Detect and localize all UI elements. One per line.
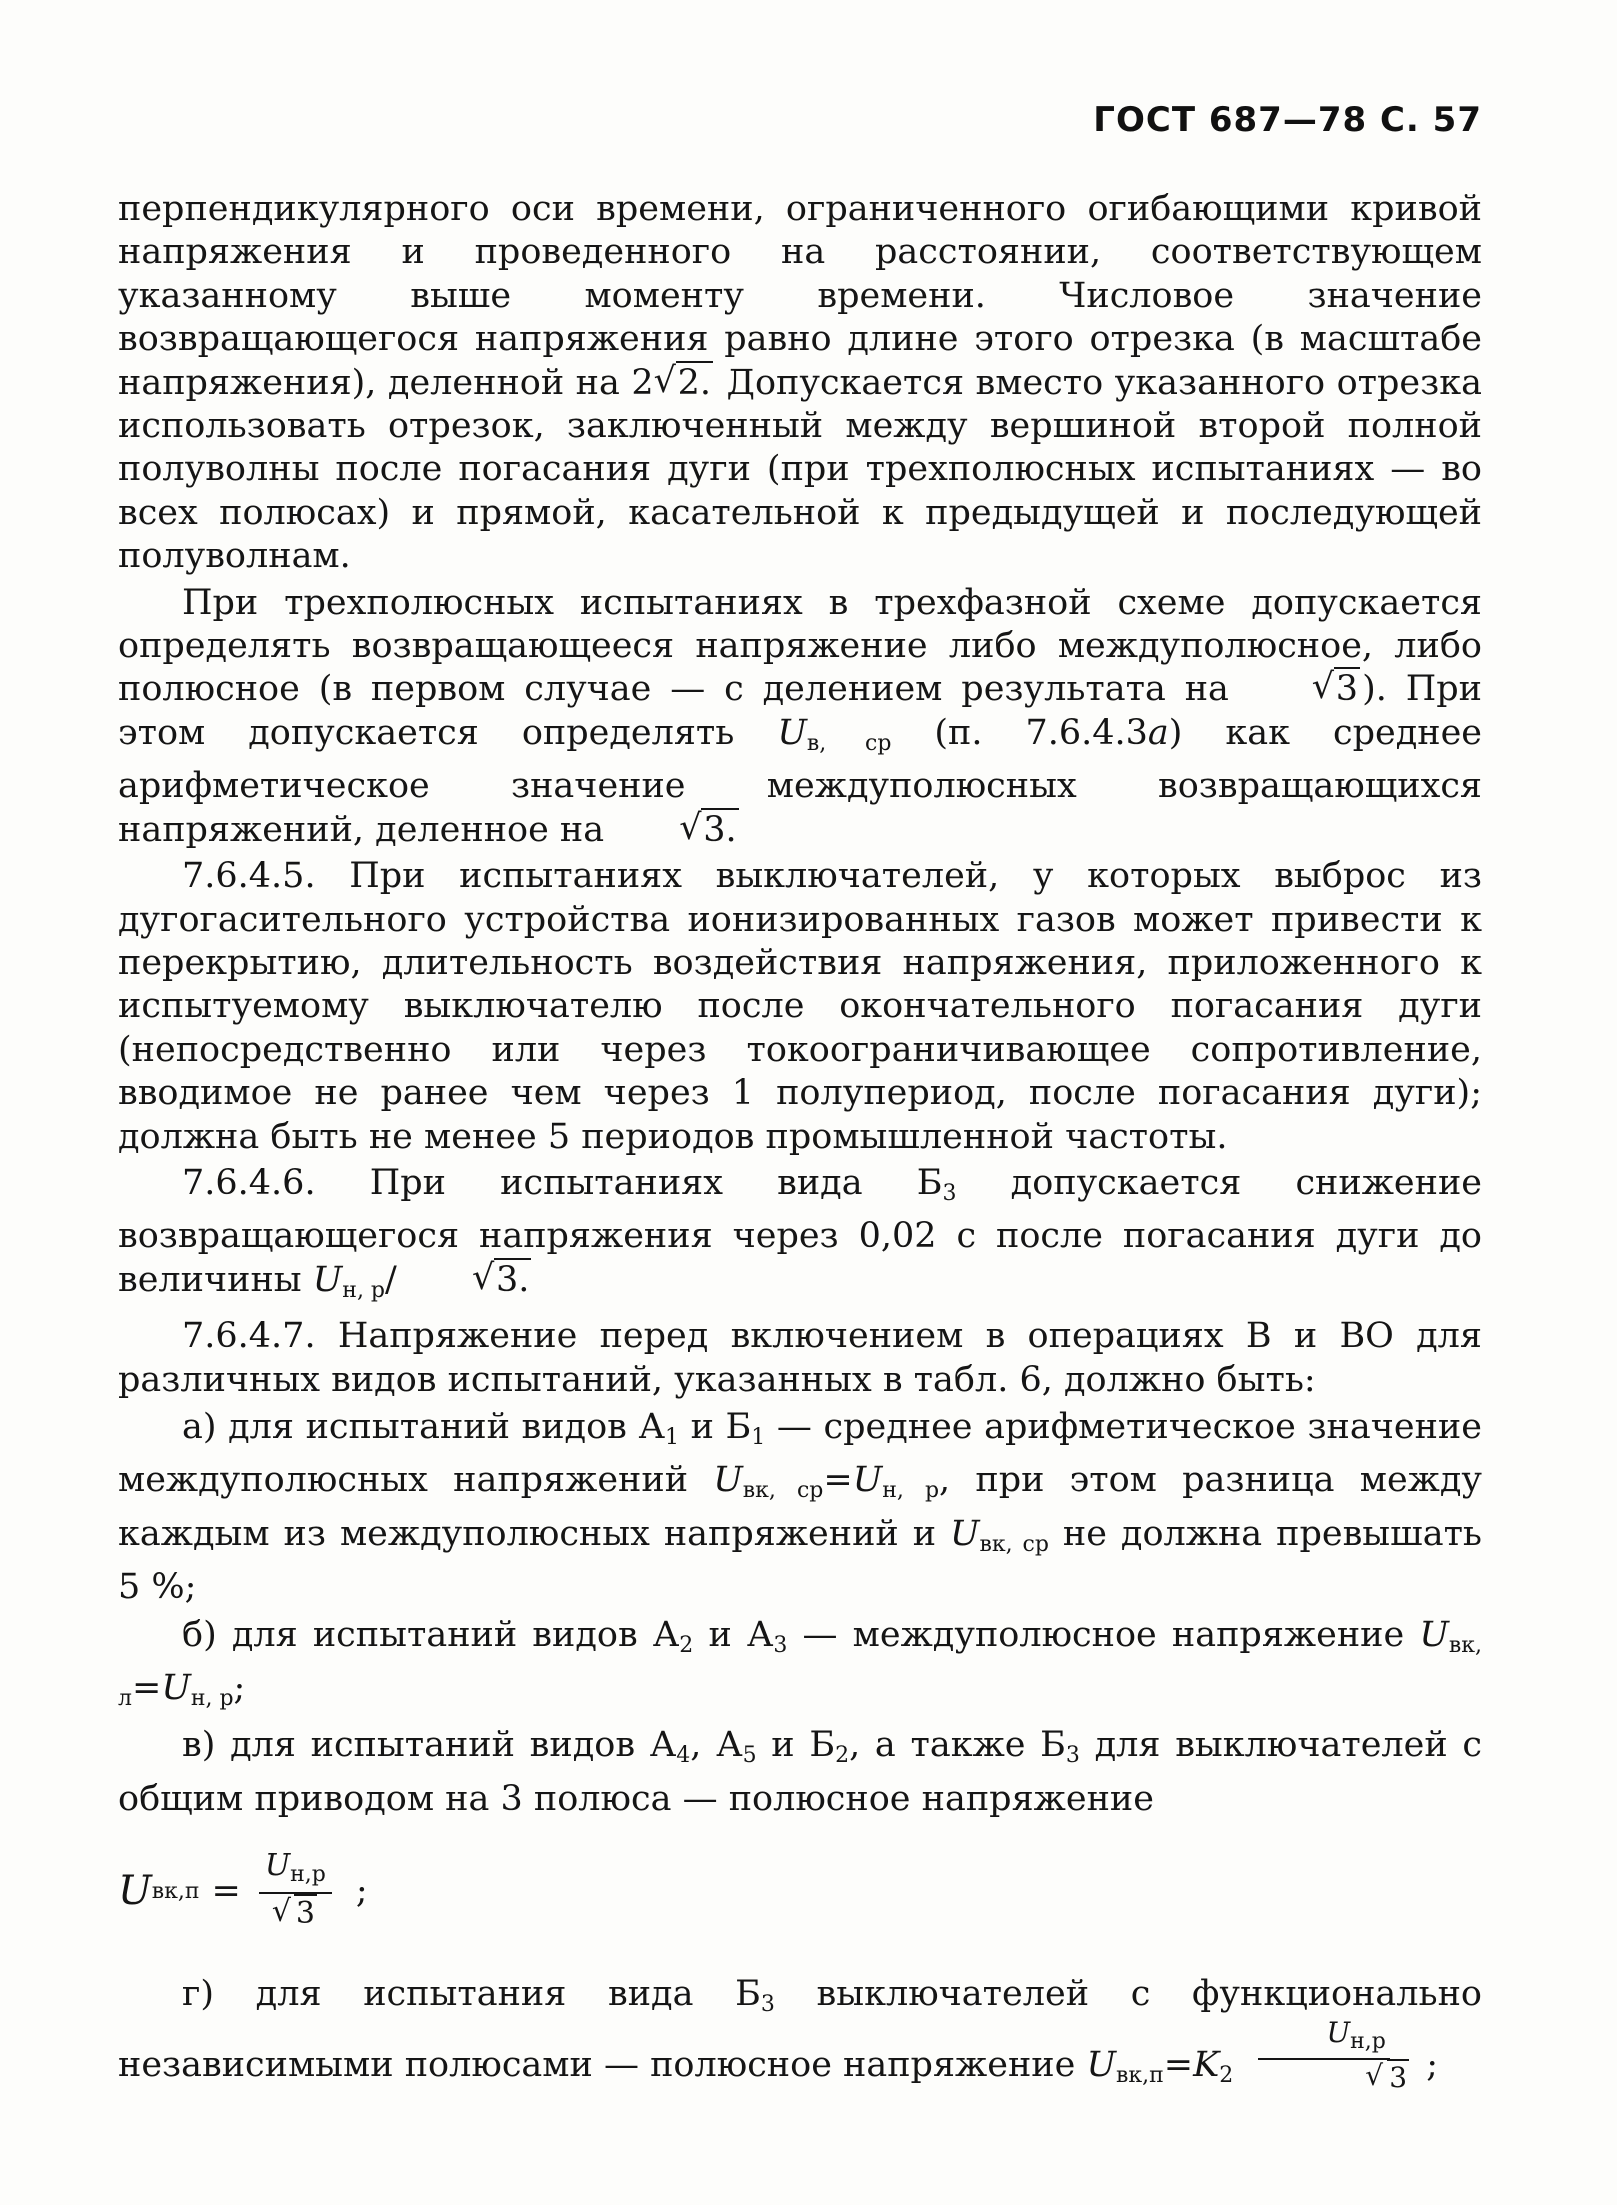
text-run: , а также Б — [849, 1725, 1066, 1766]
text-run: и Б — [690, 1406, 752, 1447]
text-run: , А — [690, 1725, 743, 1766]
symbol-subscript: 3 — [773, 1632, 788, 1658]
symbol-subscript: 5 — [742, 1743, 757, 1769]
text-run: перпендикулярного оси времени, ограниченного огибающими кривой напряжения и проведенного на расстоянии, соответствующем указанному выше моменту времени. Числовое значение возвращающегося напряжения равно длине этого отрезка (в масштабе напряжения), деленной на — [118, 189, 1482, 403]
symbol-subscript: н, р — [342, 1277, 386, 1303]
sqrt-radicand: 3 — [1389, 2060, 1408, 2094]
inline-fraction — [1237, 2017, 1411, 2096]
text-run: выключателей с функционально независимыми полюсами — полюсное напряжение — [118, 1974, 1482, 2085]
list-item-a — [118, 1406, 1482, 1610]
sqrt-radicand: 3 — [1335, 669, 1359, 710]
list-item-b — [118, 1614, 1482, 1721]
formula-lhs-u: U — [118, 1867, 152, 1914]
numerator-subscript: н,р — [1350, 2028, 1386, 2054]
text-run: ; — [1426, 2044, 1439, 2085]
symbol-subscript: 3 — [760, 1992, 775, 2018]
symbol-u: U — [1419, 1614, 1449, 1655]
text-run: Допускается вместо указанного отрезка использовать отрезок, заключенный между вершиной второй полной полуволны после погасания дуги (при трехполюсных испытаниях — во всех полюсах) и прямой, касательной к предыдущей и последующей полуволнам. — [118, 362, 1482, 577]
symbol-subscript: 3 — [1065, 1743, 1080, 1769]
text-run: для выключателей с общим приводом на 3 полюса — полюсное напряжение — [118, 1725, 1482, 1819]
text-run: / — [385, 1259, 397, 1300]
formula-pole-voltage — [118, 1831, 1482, 1951]
sqrt-expression — [1301, 2060, 1411, 2096]
sqrt-radicand: 3. — [703, 809, 737, 850]
fraction-numerator — [259, 1849, 332, 1894]
numerator-u: U — [264, 1847, 291, 1883]
symbol-u: U — [1086, 2044, 1116, 2085]
running-head: ГОСТ 687—78 С. 57 — [1093, 100, 1482, 140]
text-run: в) для испытаний видов А — [182, 1725, 677, 1766]
text-run: 7.6.4.6. При испытаниях вида Б — [182, 1162, 943, 1203]
list-item-d — [118, 1973, 1482, 2105]
symbol-subscript: вк, ср — [742, 1478, 824, 1504]
symbol-subscript: вк, л — [118, 1632, 1482, 1711]
text-run: а) для испытаний видов А — [182, 1406, 665, 1447]
symbol-subscript: в, ср — [806, 730, 892, 756]
text-run: ) как среднее арифметическое значение междуполюсных возвращающихся напряжений, деленное на — [118, 712, 1482, 850]
symbol-subscript: н, р — [882, 1478, 940, 1504]
fraction-denominator — [1237, 2060, 1411, 2096]
text-run: 7.6.4.7. Напряжение перед включением в операциях В и ВО для различных видов испытаний, указанных в табл. 6, должно быть: — [118, 1316, 1482, 1400]
numerator-u: U — [1326, 2015, 1351, 2049]
equals-sign: = — [1163, 2044, 1194, 2085]
formula-equals: = — [211, 1870, 241, 1911]
text-run-italic: а — [1147, 712, 1169, 753]
symbol-u: U — [777, 712, 807, 753]
symbol-k: K — [1193, 2044, 1220, 2085]
symbol-u: U — [161, 1668, 191, 1708]
symbol-subscript: 2 — [835, 1743, 850, 1769]
text-run: 7.6.4.5. При испытаниях выключателей, у которых выброс из дугогасительного устройства ионизированных газов может привести к перекрытию, длительность воздействия напряжения, приложенного к испытуемому выключателю после окончательного погасания дуги (непосредственно или через токоограничивающее сопротивление, вводимое не ранее чем через 1 полупериод, после погасания дуги); должна быть не менее 5 периодов промышленной частоты. — [118, 856, 1482, 1157]
text-run: б) для испытаний видов А — [182, 1614, 680, 1655]
text-run: При трехполюсных испытаниях в трехфазной схеме допускается определять возвращающееся напряжение либо междуполюсное, либо полюсное (в первом случае — с делением результата на — [118, 582, 1482, 710]
clause-7-6-4-6 — [118, 1162, 1482, 1312]
paragraph-continuation — [118, 188, 1482, 579]
text-run: — среднее арифметическое значение междуполюсных напряжений — [118, 1406, 1482, 1501]
equals-sign: = — [131, 1668, 162, 1708]
paragraph-three-pole — [118, 582, 1482, 852]
formula-fraction — [259, 1849, 332, 1934]
body-text — [118, 188, 1482, 2109]
fraction-numerator — [1258, 2017, 1389, 2060]
symbol-subscript: 2 — [1219, 2062, 1234, 2088]
symbol-subscript: 2 — [679, 1632, 694, 1658]
text-run: (п. 7.6.4.3 — [934, 712, 1148, 753]
symbol-subscript: вк, ср — [979, 1531, 1049, 1557]
fraction-denominator — [272, 1894, 319, 1934]
sqrt-expression — [272, 1894, 319, 1934]
symbol-u: U — [312, 1259, 343, 1300]
text-run: ; — [233, 1668, 246, 1708]
text-run: — междуполюсное напряжение — [802, 1614, 1405, 1655]
text-run: и Б — [771, 1725, 836, 1766]
list-item-c — [118, 1724, 1482, 1821]
sqrt-expression — [615, 809, 740, 852]
symbol-subscript: 3 — [942, 1180, 957, 1206]
symbol-u: U — [852, 1460, 883, 1501]
sqrt-expression — [1248, 668, 1362, 711]
sqrt-radicand: 2. — [677, 362, 712, 403]
text-run: г) для испытания вида Б — [182, 1974, 761, 2015]
symbol-subscript: 1 — [751, 1424, 766, 1450]
symbol-subscript: 4 — [676, 1743, 691, 1769]
symbol-subscript: н, р — [190, 1686, 234, 1711]
symbol-subscript: 1 — [665, 1424, 679, 1450]
text-run: и А — [708, 1614, 774, 1655]
text-run: ). При этом допускается определять — [118, 669, 1482, 753]
symbol-subscript: вк,п — [1115, 2062, 1164, 2088]
clause-7-6-4-5 — [118, 855, 1482, 1159]
sqrt-coefficient: 2 — [631, 362, 654, 403]
sqrt-radicand: 3. — [495, 1259, 530, 1300]
text-run: , при этом разница между каждым из междуполюсных напряжений и — [118, 1460, 1482, 1554]
equals-sign: = — [823, 1460, 853, 1501]
formula-end: ; — [355, 1870, 368, 1911]
sqrt-expression — [654, 362, 715, 405]
formula-lhs-subscript: вк,п — [151, 1878, 200, 1904]
sqrt-expression — [408, 1259, 533, 1302]
sqrt-radicand: 3 — [295, 1895, 315, 1931]
text-run: допускается снижение возвращающегося напряжения через 0,02 с после погасания дуги до величины — [118, 1162, 1482, 1300]
symbol-u: U — [713, 1460, 743, 1501]
text-run: не должна превышать 5 %; — [118, 1513, 1482, 1608]
symbol-u: U — [950, 1513, 980, 1554]
clause-7-6-4-7 — [118, 1315, 1482, 1402]
numerator-subscript: н,р — [290, 1861, 326, 1887]
